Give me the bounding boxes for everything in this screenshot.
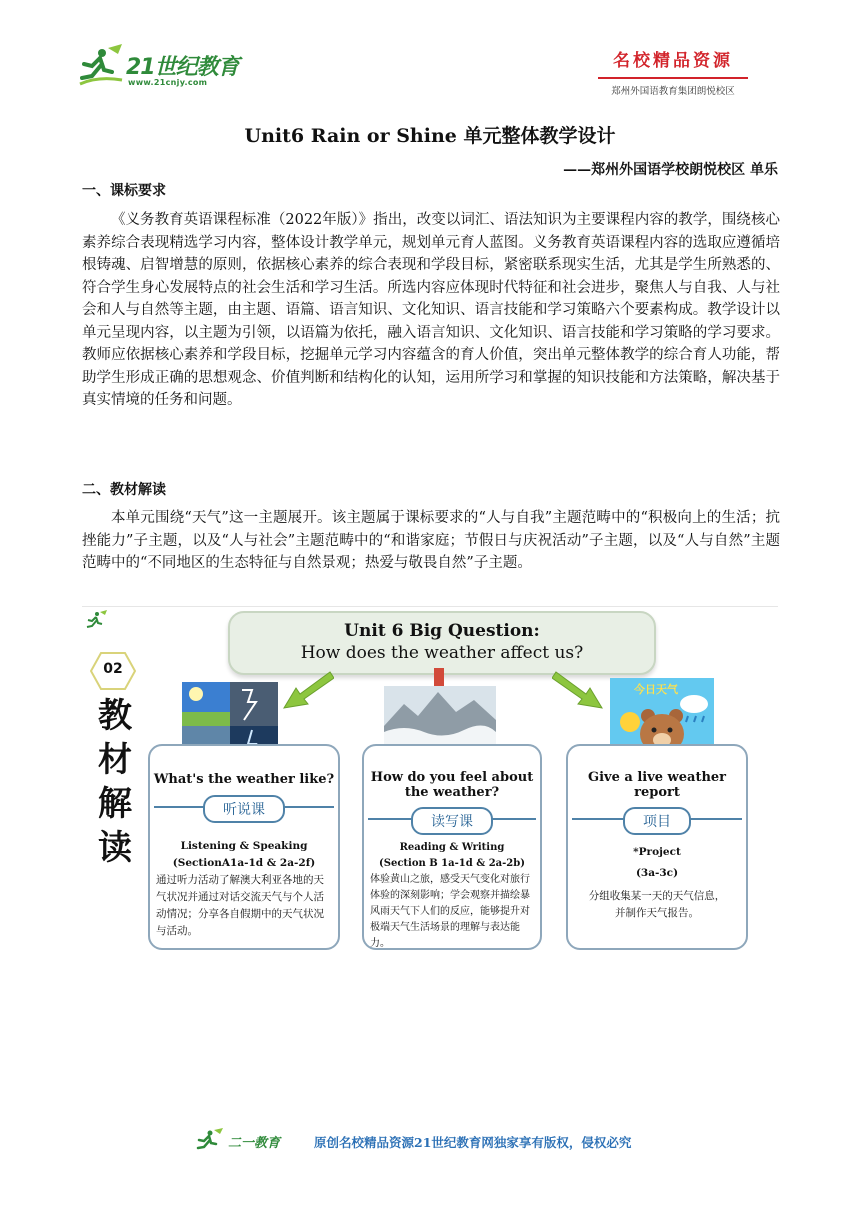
section2-paragraph: 本单元围绕“天气”这一主题展开。该主题属于课标要求的“人与自我”主题范畴中的“积极向上的生活；抗挫能力”子主题，以及“人与社会”主题范畴中的“和谐家庭；节假日与庆祝活动”子主题，以及“人与自然”主题范畴中的“不同地区的生态特征与自然景观；热爱与敬畏自然”子主题。: [82, 510, 780, 571]
vertical-char: 教: [98, 696, 132, 736]
page-footer: [0, 1126, 860, 1154]
slide-vertical-title: [90, 694, 140, 870]
card-description: 分组收集某一天的天气信息，并制作天气报告。: [588, 890, 726, 919]
card-line1: Listening & Speaking: [180, 840, 308, 852]
textbook-analysis-slide: [82, 606, 778, 968]
footer-brand: 二一教育: [228, 1136, 281, 1151]
footer-copyright: 原创名校精品资源21世纪教育网独家享有版权，侵权必究: [314, 1135, 632, 1150]
card-body: [156, 838, 332, 940]
big-question-box: [228, 611, 656, 675]
card-description: 通过听力活动了解澳大利亚各地的天气状况并通过对话交流天气与个人活动情况；分享各自假期中的天气状况与活动。: [156, 874, 324, 937]
card-line2: (SectionA1a-1d & 2a-2f): [172, 857, 316, 869]
card-tag: 听说课: [203, 795, 285, 823]
slide-number: 02: [103, 661, 123, 677]
card-body: [574, 844, 740, 922]
card-line2: (3a-3c): [635, 867, 679, 879]
card-line1: Reading & Writing: [399, 842, 505, 853]
vertical-char: 解: [98, 784, 132, 824]
school-logo-divider: [598, 77, 748, 79]
arrow-left-icon: [278, 668, 334, 712]
weather-badge: 今日天气: [634, 683, 678, 696]
card-description: 体验黄山之旅，感受天气变化对旅行体验的深刻影响；学会观察并描绘暴风雨天气下人们的反应，能够提升对极端天气生活场景的理解与表达能力。: [370, 874, 530, 949]
site-logo-21cnjy: [78, 44, 258, 94]
big-question-text: How does the weather affect us?: [300, 643, 584, 663]
card-line1: *Project: [633, 846, 681, 858]
vertical-char: 读: [98, 828, 132, 868]
arrow-right-icon: [552, 668, 608, 712]
card-line2: (Section B 1a-1d & 2a-2b): [379, 858, 525, 869]
card-tag: 项目: [623, 807, 691, 835]
school-logo-title: 名校精品资源: [613, 51, 733, 71]
footer-runner-icon: [196, 1128, 224, 1152]
huangshan-clouds-image: [384, 686, 496, 748]
section2-heading: 二、教材解读: [82, 482, 166, 498]
slide-top-border: [82, 606, 778, 607]
school-logo-subtitle: 郑州外国语教育集团朗悦校区: [611, 86, 735, 97]
big-question-title: Unit 6 Big Question:: [344, 621, 540, 641]
school-logo: [598, 46, 748, 97]
runner-logo-icon: [78, 44, 124, 86]
document-author: ——郑州外国语学校朗悦校区 单乐: [563, 162, 778, 178]
section1-paragraph: 《义务教育英语课程标准（2022年版）》指出，改变以词汇、语法知识为主要课程内容的教学，围绕核心素养综合表现精选学习内容，整体设计教学单元，规划单元育人蓝图。义务教育英语课程内容的选取应遵循培根铸魂、启智增慧的原则，依据核心素养的综合表现和学段目标，紧密联系现实生活，尤其是学生所熟悉的、符合学生身心发展特点的社会生活和学习生活。所选内容应体现时代特征和社会进步，聚焦人与自我、人与社会和人与自然等主题，由主题、语篇、语言知识、文化知识、语言技能和学习策略六个要素构成。教学设计以单元呈现内容，以主题为引领，以语篇为依托，融入语言知识、文化知识、语言技能和学习策略的学习要求。教师应依据核心素养和学段目标，挖掘单元学习内容蕴含的育人价值，突出单元整体教学的综合育人功能，帮助学生形成正确的思想观念、价值判断和结构化的认知，运用所学习和掌握的知识技能和方法策略，解决基于真实情境的任务和问题。: [82, 212, 780, 408]
card-listening-speaking: [148, 744, 340, 950]
brand-name: 21世纪教育: [126, 55, 239, 80]
card-question: What's the weather like?: [153, 772, 335, 787]
slide-runner-icon: [86, 610, 108, 630]
card-question: Give a live weather report: [587, 770, 727, 800]
card-tag: 读写课: [411, 807, 493, 835]
card-body: [370, 840, 534, 952]
card-project: [566, 744, 748, 950]
brand-url: www.21cnjy.com: [128, 78, 208, 87]
card-question: How do you feel about the weather?: [370, 770, 534, 800]
document-title: Unit6 Rain or Shine 单元整体教学设计: [244, 125, 616, 147]
vertical-char: 材: [98, 740, 132, 780]
section1-heading: 一、课标要求: [82, 183, 166, 199]
card-reading-writing: [362, 744, 542, 950]
